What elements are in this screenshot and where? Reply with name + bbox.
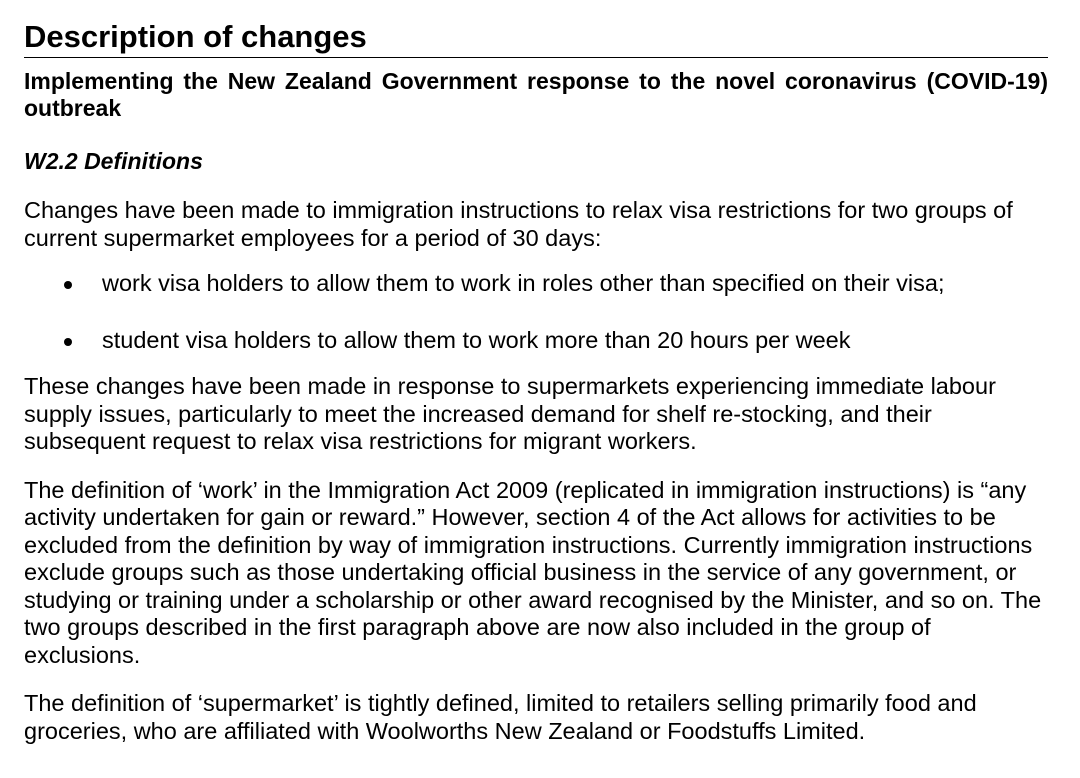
response-paragraph: These changes have been made in response to supermarkets experiencing immediate labour supply issues, particularly to meet the increased demand for shelf re-stocking, and their subsequent request to relax visa restrictions for migrant workers. xyxy=(24,373,996,454)
bullet-icon xyxy=(64,338,72,346)
list-item-text: work visa holders to allow them to work in roles other than specified on their visa; xyxy=(102,270,945,296)
document-subtitle: Implementing the New Zealand Government response to the novel coronavirus (COVID-19) outbreak xyxy=(24,68,1048,121)
visa-groups-list xyxy=(24,270,1048,354)
document-page xyxy=(24,0,1048,745)
list-item xyxy=(24,327,1048,355)
list-item-text: student visa holders to allow them to work more than 20 hours per week xyxy=(102,326,851,353)
work-definition-paragraph: The definition of ‘work’ in the Immigration Act 2009 (replicated in immigration instructions) is “any activity undertaken for gain or reward.” However, section 4 of the Act allows for activities to be excluded from the definition by way of immigration instructions. Currently immigration instructions exclude groups such as those undertaking official business in the service of any government, or studying or training under a scholarship or other award recognised by the Minister, and so on. The two groups described in the first paragraph above are now also included in the group of exclusions. xyxy=(24,476,1042,668)
supermarket-definition-paragraph: The definition of ‘supermarket’ is tightly defined, limited to retailers selling primarily food and groceries, who are affiliated with Woolworths New Zealand or Foodstuffs Limited. xyxy=(24,690,977,744)
bullet-icon xyxy=(64,281,72,289)
document-title: Description of changes xyxy=(24,0,1048,58)
section-heading: W2.2 Definitions xyxy=(24,148,203,174)
intro-paragraph: Changes have been made to immigration instructions to relax visa restrictions for two groups of current supermarket employees for a period of 30 days: xyxy=(24,197,1013,251)
list-item xyxy=(24,270,1048,298)
